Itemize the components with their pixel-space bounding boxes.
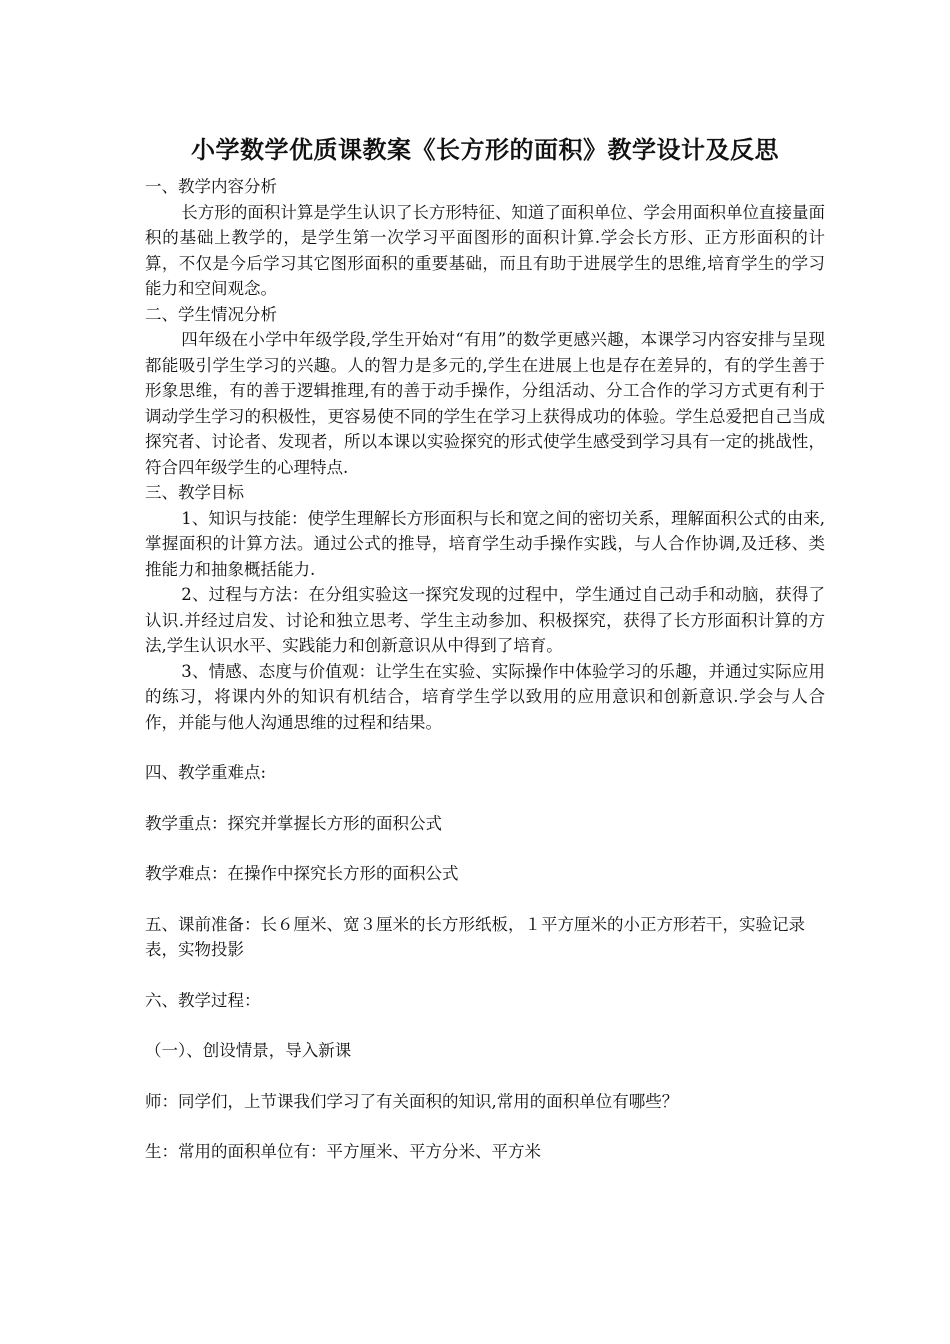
section-heading-teaching-process: 六、教学过程： [145, 990, 261, 1010]
section-heading-key-points: 四、教学重难点: [145, 763, 267, 782]
text-difficult-point: 教学难点：在操作中探究长方形的面积公式 [145, 864, 459, 883]
text-key-point: 教学重点：探究并掌握长方形的面积公式 [145, 813, 442, 833]
paragraph-goal-process: 2、过程与方法：在分组实验这一探究发现的过程中，学生通过自己动手和动脑，获得了认识.并经过启发、讨论和独立思考、学生主动参加、积极探究，获得了长方形面积计算的方法,学生认识水平、实践能力和创新意识从中得到了培育。 [145, 585, 825, 655]
section-heading-teaching-goals: 三、教学目标 [145, 483, 244, 502]
dialogue-student: 生：常用的面积单位有：平方厘米、平方分米、平方米 [145, 1142, 541, 1161]
document-title: 小学数学优质课教案《长方形的面积》教学设计及反思 [191, 135, 779, 164]
section-heading-student-analysis: 二、学生情况分析 [145, 304, 277, 324]
document-page [145, 130, 825, 1165]
dialogue-teacher: 师：同学们，上节课我们学习了有关面积的知识,常用的面积单位有哪些？ [145, 1091, 679, 1111]
text-preparation: 五、课前准备：长６厘米、宽３厘米的长方形纸板，１平方厘米的小正方形若干，实验记录表，实物投影 [145, 914, 805, 959]
paragraph-student-analysis: 四年级在小学中年级学段,学生开始对“有用”的数学更感兴趣，本课学习内容安排与呈现都能吸引学生学习的兴趣。人的智力是多元的,学生在进展上也是存在差异的，有的学生善于形象思维，有的善于逻辑推理,有的善于动手操作，分组活动、分工合作的学习方式更有利于调动学生学习的积极性，更容易使不同的学生在学习上获得成功的体验。学生总爱把自己当成探究者、讨论者、发现者，所以本课以实验探究的形式使学生感受到学习具有一定的挑战性，符合四年级学生的心理特点. [145, 330, 825, 477]
paragraph-goal-knowledge: 1、知识与技能：使学生理解长方形面积与长和宽之间的密切关系，理解面积公式的由来,掌握面积的计算方法。通过公式的推导，培育学生动手操作实践，与人合作协调,及迁移、类推能力和抽象概括能力. [145, 508, 825, 579]
paragraph-content-analysis: 长方形的面积计算是学生认识了长方形特征、知道了面积单位、学会用面积单位直接量面积的基础上教学的，是学生第一次学习平面图形的面积计算.学会长方形、正方形面积的计算，不仅是今后学习其它图形面积的重要基础，而且有助于进展学生的思维,培育学生的学习能力和空间观念。 [145, 202, 825, 298]
paragraph-goal-attitude: 3、情感、态度与价值观：让学生在实验、实际操作中体验学习的乐趣，并通过实际应用的练习，将课内外的知识有机结合，培育学生学以致用的应用意识和创新意识.学会与人合作，并能与他人沟通思维的过程和结果。 [145, 661, 825, 732]
section-heading-content-analysis: 一、教学内容分析 [145, 177, 277, 196]
subheading-introduction: （一）、创设情景，导入新课 [145, 1041, 352, 1060]
